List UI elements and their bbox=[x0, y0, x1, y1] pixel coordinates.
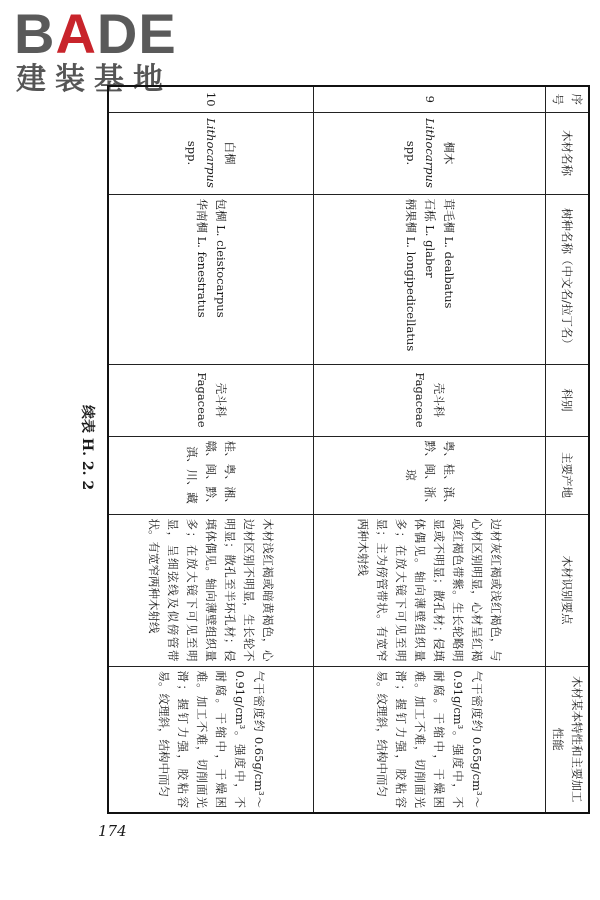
cell-name: 白椆 Lithocarpus spp. bbox=[108, 112, 313, 194]
header-family: 科别 bbox=[546, 364, 590, 436]
table-row bbox=[108, 86, 313, 813]
header-properties: 木材某本特性和主要加工性能 bbox=[546, 666, 590, 813]
cell-species: 茸毛椆 L. dealbatus 石栎 L. glaber 柄果椆 L. longipedicellatus bbox=[313, 194, 545, 364]
header-features: 木材识别要点 bbox=[546, 514, 590, 666]
page-number: 174 bbox=[98, 822, 127, 840]
rotated-table-wrapper bbox=[107, 85, 590, 812]
cell-species: 包椆 L. cleistocarpus 华南椆 L. fenestratus bbox=[108, 194, 313, 364]
cell-family: 壳斗科 Fagaceae bbox=[313, 364, 545, 436]
header-species: 树种名称（中文名/拉丁名） bbox=[546, 194, 590, 364]
logo-chinese: 建装基地 bbox=[16, 62, 172, 97]
header-no: 序号 bbox=[546, 86, 590, 112]
header-name: 木材名称 bbox=[546, 112, 590, 194]
cell-origin: 桂、粤、湘、赣、闽、黔、滇、川、藏 bbox=[108, 436, 313, 514]
cell-properties: 气干密度约 0.65g/cm³～0.91g/cm³。强度中，不耐腐。干缩中，干燥困难。加工不难，切削面光滑；握钉力强，胶粘容易。纹理斜，结构中而匀 bbox=[108, 666, 313, 813]
table-header-row bbox=[546, 86, 590, 813]
cell-features: 边材灰红褐或浅红褐色，与心材区别明显，心材呈红褐或红褐色带紫。生长轮略明显或不明显；散孔材；侵填体偶见。轴向薄壁组织量多；在放大镜下可见至明显；主为傍管带状。有宽窄两种木射线 bbox=[313, 514, 545, 666]
cell-features: 木材浅红褐或暗黄褐色，心边材区别不明显，生长轮不明显；散孔至半环孔材；侵填体偶见。轴向薄壁组织量多；在放大镜下可见至明显，呈细弦线及似傍管带状。有宽窄两种木射线 bbox=[108, 514, 313, 666]
table-row bbox=[313, 86, 545, 813]
cell-no: 9 bbox=[313, 86, 545, 112]
wood-species-table bbox=[107, 85, 590, 814]
cell-origin: 粤、桂、滇、黔、闽、浙、琼 bbox=[313, 436, 545, 514]
cell-name: 椆木 Lithocarpus spp. bbox=[313, 112, 545, 194]
cell-properties: 气干密度约 0.65g/cm³～0.91g/cm³。强度中，不耐腐。干缩中，干燥困难。加工不难，切削面光滑；握钉力强，胶粘容易。纹理斜，结构中而匀 bbox=[313, 666, 545, 813]
header-origin: 主要产地 bbox=[546, 436, 590, 514]
cell-no: 10 bbox=[108, 86, 313, 112]
logo-wordmark: BADE bbox=[14, 2, 177, 65]
cell-family: 壳斗科 Fagaceae bbox=[108, 364, 313, 436]
